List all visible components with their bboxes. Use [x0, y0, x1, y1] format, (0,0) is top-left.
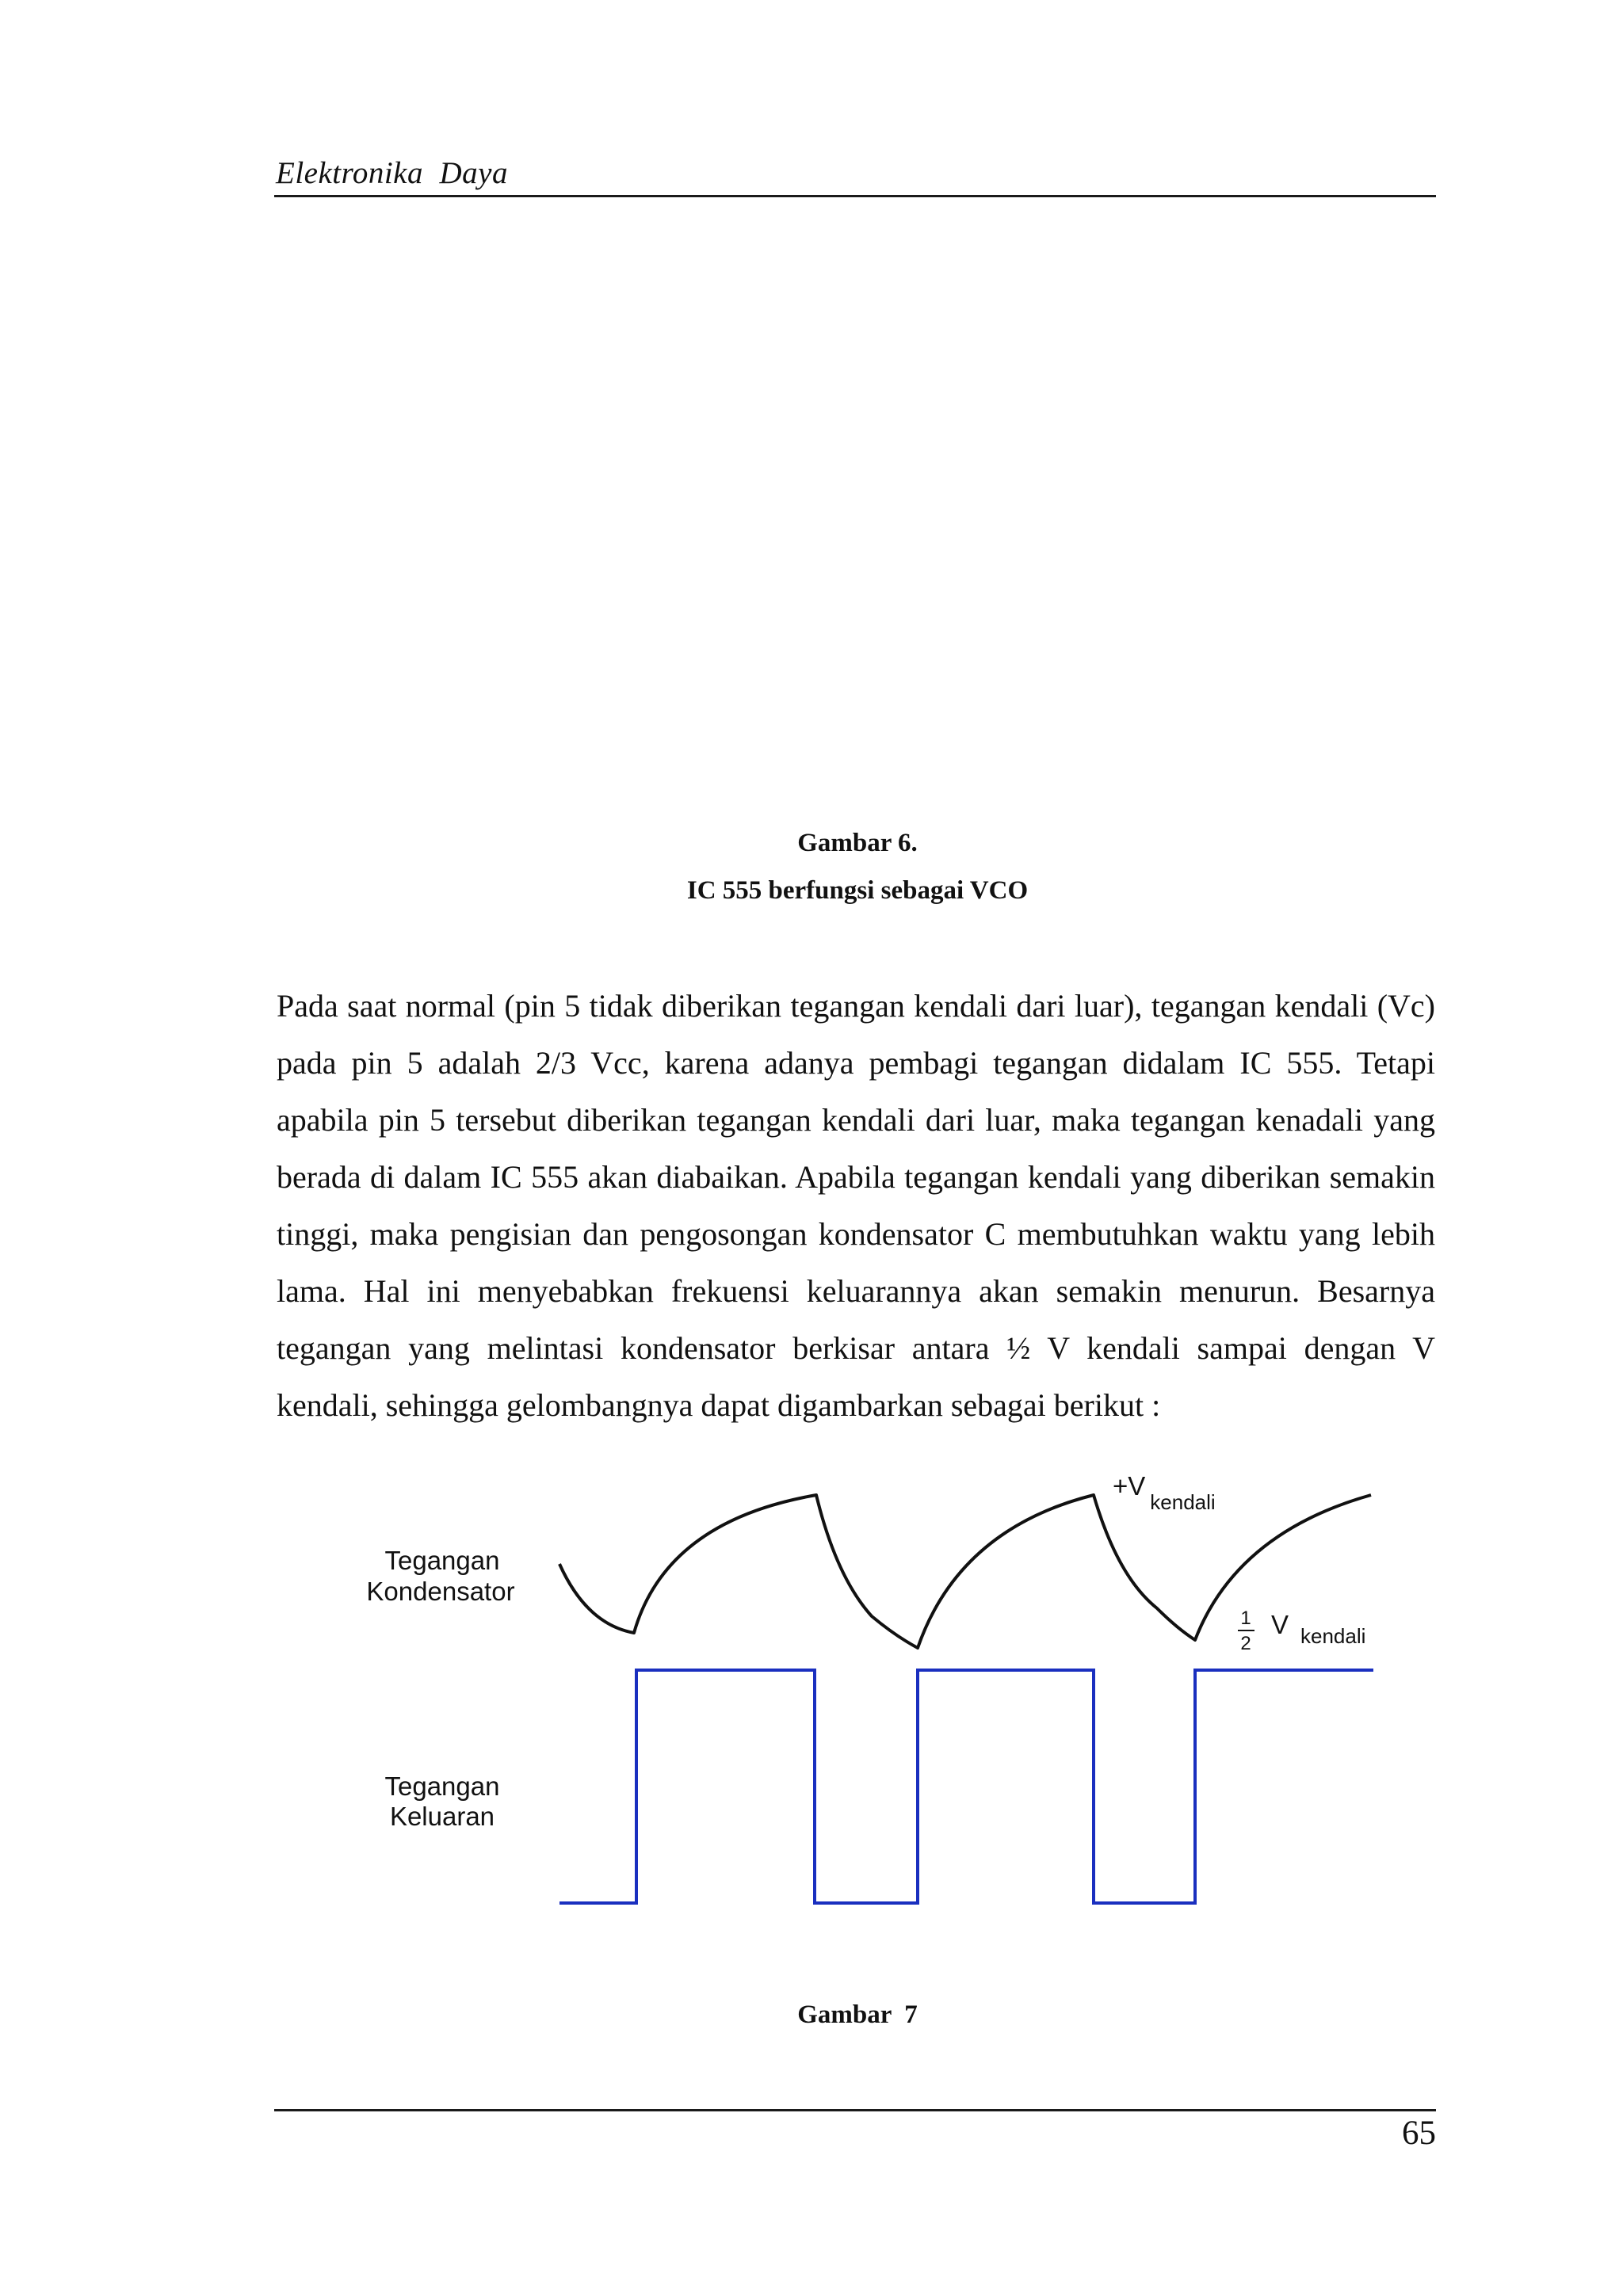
footer-rule: [274, 2109, 1436, 2111]
output-voltage-label-line2: Keluaran: [389, 1802, 495, 1831]
header-title: Elektronika Daya: [276, 156, 508, 190]
figure6-label: Gambar 6.: [797, 829, 918, 857]
page-number: 65: [1402, 2115, 1436, 2152]
vmin-denominator: 2: [1240, 1633, 1251, 1654]
vmin-numerator: 1: [1240, 1608, 1251, 1629]
vmin-label: [1238, 1608, 1365, 1654]
waveform-figure: [0, 1450, 1623, 1957]
header-rule: [274, 195, 1436, 197]
output-voltage-label-line1: Tegangan: [384, 1772, 500, 1801]
figure7-label: Gambar 7: [797, 2000, 918, 2029]
capacitor-voltage-label-line1: Tegangan: [384, 1546, 500, 1575]
vmin-subscript: kendali: [1300, 1624, 1366, 1648]
output-voltage-wave: [559, 1670, 1373, 1903]
vmin-v: V: [1271, 1610, 1289, 1639]
figure6-title: IC 555 berfungsi sebagai VCO: [686, 876, 1029, 905]
vmax-label: $+V_{kendali}$: [1113, 1471, 1216, 1514]
capacitor-voltage-label-line2: Kondensator: [366, 1577, 515, 1606]
body-paragraph: Pada saat normal (pin 5 tidak diberikan tegangan kendali dari luar), tegangan kendali (Vc) pada pin 5 adalah 2/3 Vcc, karena adanya pembagi tegangan didalam IC 555. Tetapi apabila pin 5 tersebut diberikan tegangan kendali dari luar, maka tegangan kenadali yang berada di dalam IC 555 akan diabaikan. Apabila tegangan kendali yang diberikan semakin tinggi, maka pengisian dan pengosongan kondensator C membutuhkan waktu yang lebih lama. Hal ini menyebabkan frekuensi keluarannya akan semakin menurun. Besarnya tegangan yang melintasi kondensator berkisar antara ½ V kendali sampai dengan V kendali, sehingga gelombangnya dapat digambarkan sebagai berikut :: [277, 988, 1435, 1423]
